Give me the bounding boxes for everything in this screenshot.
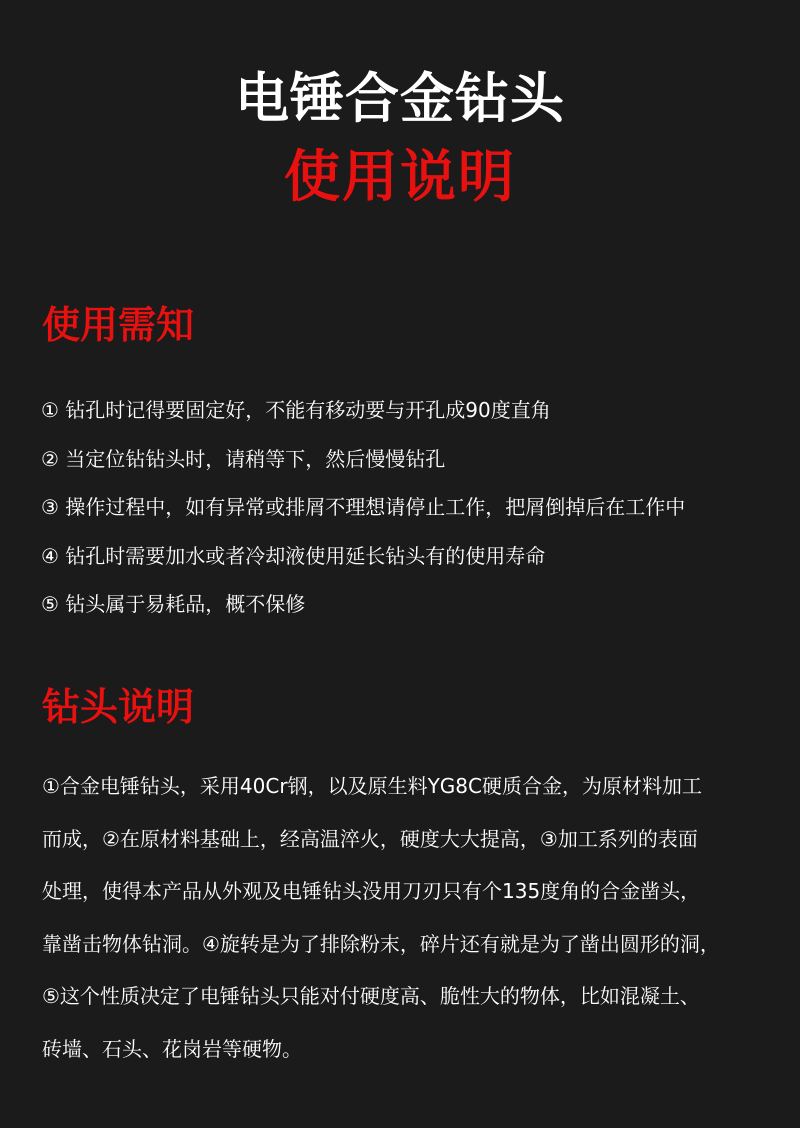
usage-notes-list — [41, 386, 781, 629]
usage-note-item: ④ 钻孔时需要加水或者冷却液使用延长钻头有的使用寿命 — [41, 543, 546, 568]
description-line: 处理，使得本产品从外观及电锤钻头没用刀刃只有个135度角的合金凿头， — [42, 879, 701, 903]
usage-note-item: ③ 操作过程中，如有异常或排屑不理想请停止工作，把屑倒掉后在工作中 — [41, 495, 686, 519]
description-line: ①合金电锤钻头，采用40Cr钢，以及原生料YG8C硬质合金，为原材料加工 — [42, 774, 702, 798]
description-line: 而成，②在原材料基础上，经高温淬火，硬度大大提高，③加工系列的表面 — [42, 826, 698, 851]
usage-notes-heading: 使用需知 — [42, 303, 195, 347]
drill-description-heading: 钻头说明 — [42, 685, 195, 729]
page-title: 电锤合金钻头 — [235, 67, 565, 130]
description-line: 靠凿击物体钻洞。④旋转是为了排除粉末，碎片还有就是为了凿出圆形的洞， — [42, 931, 720, 956]
usage-note-item: ② 当定位钻钻头时，请稍等下，然后慢慢钻孔 — [41, 446, 446, 471]
description-line: 砖墙、石头、花岗岩等硬物。 — [42, 1036, 302, 1061]
usage-note-item: ⑤ 钻头属于易耗品，概不保修 — [41, 592, 306, 616]
page-subtitle: 使用说明 — [284, 145, 516, 210]
description-line: ⑤这个性质决定了电锤钻头只能对付硬度高、脆性大的物体，比如混凝土、 — [42, 984, 700, 1008]
drill-description-paragraph — [42, 760, 784, 1075]
usage-note-item: ① 钻孔时记得要固定好，不能有移动要与开孔成90度直角 — [41, 398, 551, 422]
